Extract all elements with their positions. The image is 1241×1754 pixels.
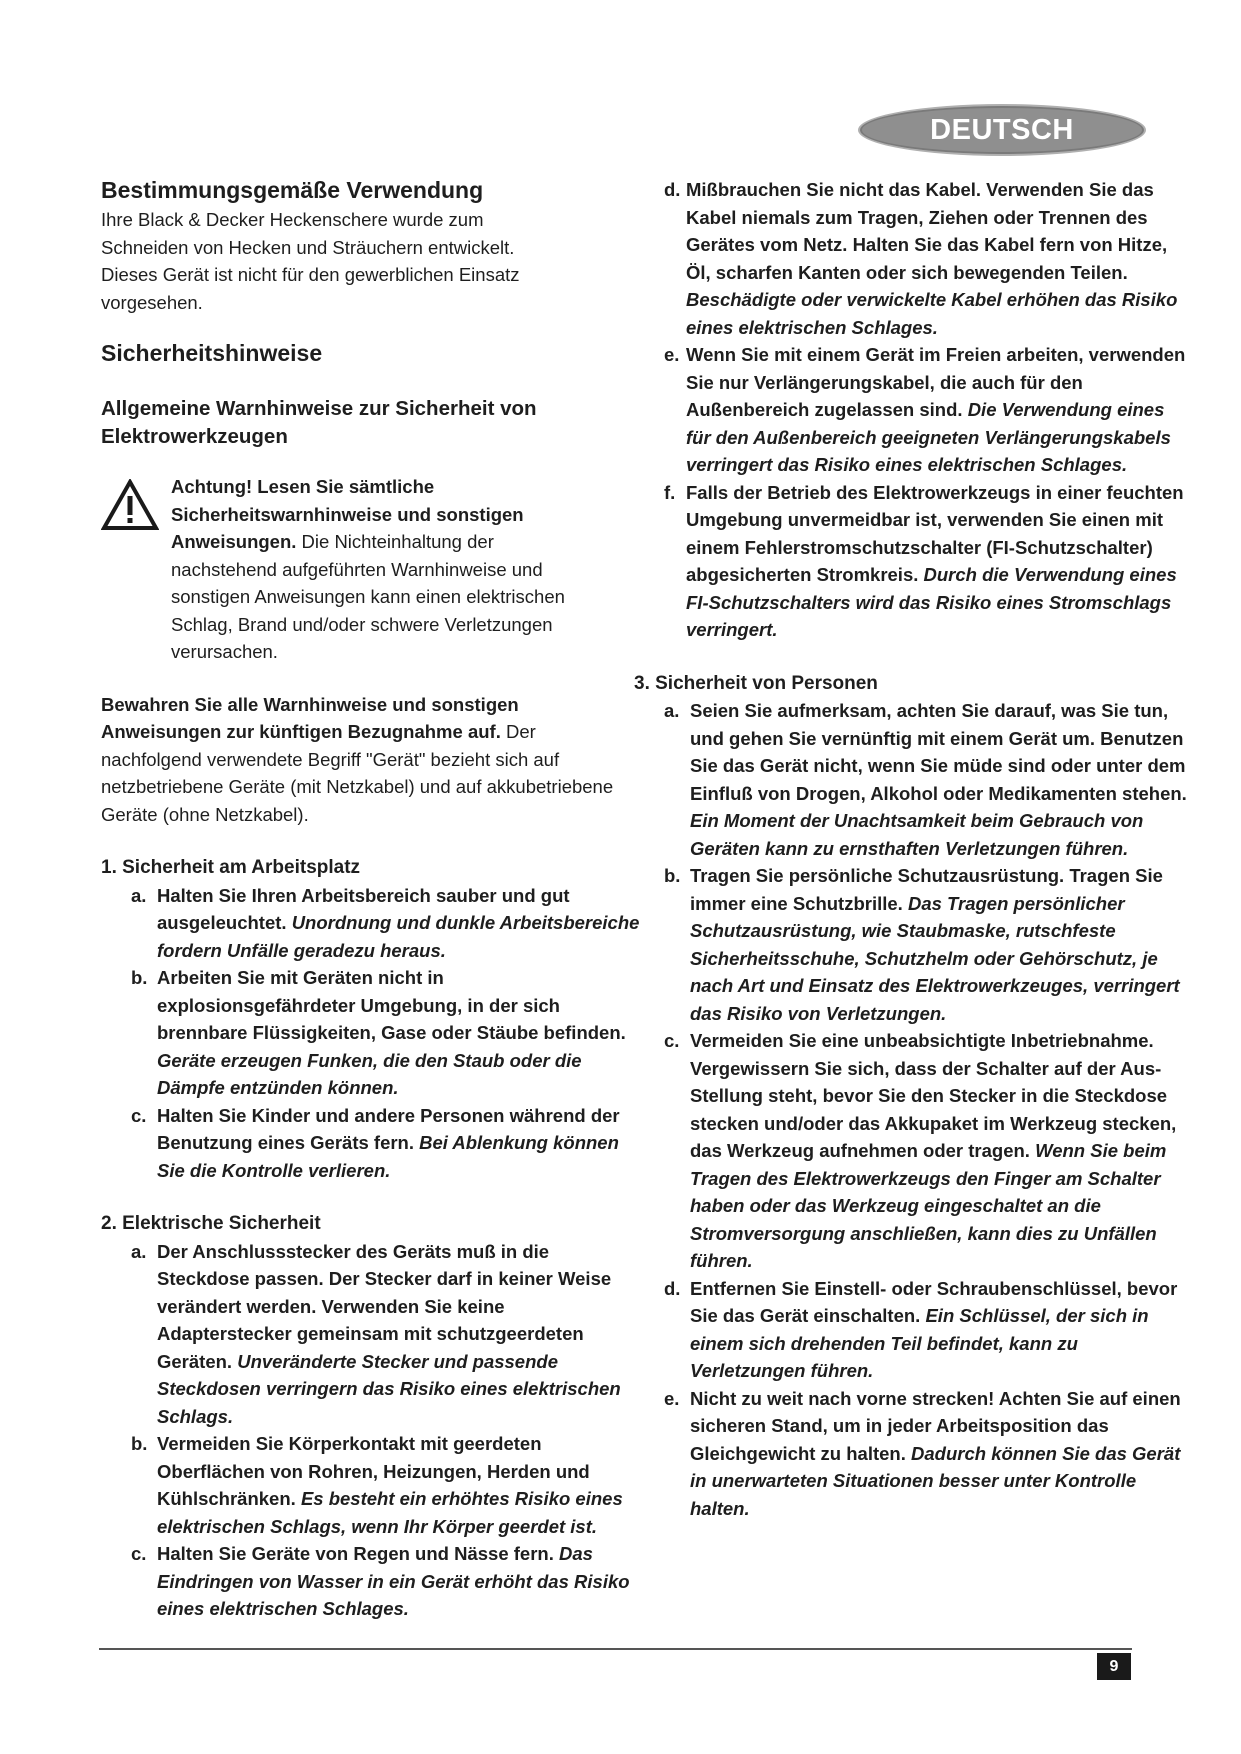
list-item: b. Vermeiden Sie Körperkontakt mit geerdeten Oberflächen von Rohren, Heizungen, Herden und Kühlschränken. Es besteht ein erhöhtes Risiko eines elektrischen Schlags, wenn Ihr Körper geerdet ist.: [131, 1433, 623, 1537]
section-1-heading: 1. Sicherheit am Arbeitsplatz: [101, 857, 361, 878]
keep-bold: Bewahren Sie alle Warnhinweise und sonstigen Anweisungen zur künftigen Bezugnahme auf.: [101, 693, 519, 742]
section-2-heading: 2. Elektrische Sicherheit: [101, 1213, 321, 1234]
intended-use-heading: Bestimmungsgemäße Verwendung: [101, 177, 484, 203]
list-item: b. Arbeiten Sie mit Geräten nicht in explosionsgefährdeter Umgebung, in der sich brennbare Flüssigkeiten, Gase oder Stäube befinden. Geräte erzeugen Funken, die den Staub oder die Dämpfe entzünden können.: [131, 967, 626, 1098]
list-item: d. Mißbrauchen Sie nicht das Kabel. Verwenden Sie das Kabel niemals zum Tragen, Ziehen oder Trennen des Gerätes vom Netz. Halten Sie das Kabel fern von Hitze, Öl, scharfen Kanten oder sich bewegenden Teilen. Beschädigte oder verwickelte Kabel erhöhen das Risiko eines elektrischen Schlages.: [664, 179, 1178, 338]
section-3-heading: 3. Sicherheit von Personen: [634, 672, 878, 694]
list-item: e. Wenn Sie mit einem Gerät im Freien arbeiten, verwenden Sie nur Verlängerungskabel, die auch für den Außenbereich zugelassen sind. Die Verwendung eines für den Außenbereich geeigneten Verlängerungskabels verringert das Risiko eines elektrischen Schlages.: [664, 344, 1186, 475]
intended-use-text: Ihre Black & Decker Heckenschere wurde zum Schneiden von Hecken und Sträuchern entwickelt. Dieses Gerät ist nicht für den gewerblichen Einsatz vorgesehen.: [101, 209, 520, 313]
list-item: b. Tragen Sie persönliche Schutzausrüstung. Tragen Sie immer eine Schutzbrille. Das Tragen persönlicher Schutzausrüstung, wie Staubmaske, rutschfeste Sicherheitsschuhe, Schutzhelm oder Gehörschutz, je nach Art und Einsatz des Elektrowerkzeuges, verringert das Risiko von Verletzungen.: [664, 865, 1180, 1024]
list-item: c. Vermeiden Sie eine unbeabsichtigte Inbetriebnahme. Vergewissern Sie sich, dass der Schalter auf der Aus-Stellung steht, bevor Sie den Stecker in die Steckdose stecken und/oder das Akkupaket im Werkzeug stecken, das Werkzeug aufnehmen oder tragen. Wenn Sie beim Tragen des Elektrowerkzeugs den Finger am Schalter haben oder das Werkzeug eingeschaltet an die Stromversorgung anschließen, kann dies zu Unfällen führen.: [664, 1030, 1177, 1271]
footer-divider: [99, 1648, 1132, 1650]
list-item: d. Entfernen Sie Einstell- oder Schraubenschlüssel, bevor Sie das Gerät einschalten. Ein Schlüssel, der sich in einem sich drehenden Teil befindet, kann zu Verletzungen führen.: [664, 1277, 1178, 1381]
warning-triangle-icon: [101, 479, 159, 531]
language-label: DEUTSCH: [930, 113, 1074, 146]
list-item: f. Falls der Betrieb des Elektrowerkzeugs in einer feuchten Umgebung unvermeidbar ist, verwenden Sie einen mit einem Fehlerstromschutzschalter (FI-Schutzschalter) abgesicherten Stromkreis. Durch die Verwendung eines FI-Schutzschalters wird das Risiko eines Stromschlags verringert.: [664, 481, 1184, 640]
language-badge: [858, 104, 1146, 156]
left-column: [101, 176, 641, 1623]
safety-heading: Sicherheitshinweise: [101, 340, 323, 366]
list-item: c. Halten Sie Geräte von Regen und Nässe fern. Das Eindringen von Wasser in ein Gerät erhöht das Risiko eines elektrischen Schlages.: [131, 1543, 630, 1619]
warning-body: Die Nichteinhaltung der nachstehend aufgeführten Warnhinweise und sonstigen Anweisungen kann einen elektrischen Schlag, Brand und/oder schwere Verletzungen verursachen.: [171, 531, 565, 662]
general-warnings-heading: Allgemeine Warnhinweise zur Sicherheit von Elektrowerkzeugen: [101, 397, 537, 448]
list-item: a. Halten Sie Ihren Arbeitsbereich sauber und gut ausgeleuchtet. Unordnung und dunkle Arbeitsbereiche fordern Unfälle geradezu heraus.: [131, 884, 640, 961]
list-item: c. Halten Sie Kinder und andere Personen während der Benutzung eines Geräts fern. Bei Ablenkung können Sie die Kontrolle verlieren.: [131, 1104, 620, 1181]
section-2-list: [101, 1238, 641, 1623]
section-2-continued-list: [634, 176, 1194, 644]
section-3-list: [634, 697, 1194, 1522]
warning-bold: Achtung! Lesen Sie sämtliche Sicherheitswarnhinweise und sonstigen Anweisungen.: [171, 476, 524, 552]
section-1-list: [101, 882, 641, 1185]
warning-text: [171, 473, 576, 666]
list-item: a. Der Anschlussstecker des Geräts muß in die Steckdose passen. Der Stecker darf in keiner Weise verändert werden. Verwenden Sie keine Adapterstecker gemeinsam mit schutzgeerdeten Geräten. Unveränderte Stecker und passende Steckdosen verringern das Risiko eines elektrischen Schlags.: [131, 1240, 621, 1427]
warning-block: [101, 473, 641, 666]
list-item: a. Seien Sie aufmerksam, achten Sie darauf, was Sie tun, und gehen Sie vernünftig mit einem Gerät um. Benutzen Sie das Gerät nicht, wenn Sie müde sind oder unter dem Einfluß von Drogen, Alkohol oder Medikamenten stehen. Ein Moment der Unachtsamkeit beim Gebrauch von Geräten kann zu ernsthaften Verletzungen führen.: [664, 700, 1187, 859]
page-number: 9: [1097, 1653, 1131, 1680]
keep-instructions: [101, 691, 621, 829]
keep-body: Der nachfolgend verwendete Begriff "Gerät" bezieht sich auf netzbetriebene Geräte (mit Netzkabel) und auf akkubetriebene Geräte (ohne Netzkabel).: [101, 721, 614, 825]
list-item: e. Nicht zu weit nach vorne strecken! Achten Sie auf einen sicheren Stand, um in jeder Arbeitsposition das Gleichgewicht zu halten. Dadurch können Sie das Gerät in unerwarteten Situationen besser unter Kontrolle halten.: [664, 1387, 1181, 1519]
right-column: [634, 176, 1194, 1522]
